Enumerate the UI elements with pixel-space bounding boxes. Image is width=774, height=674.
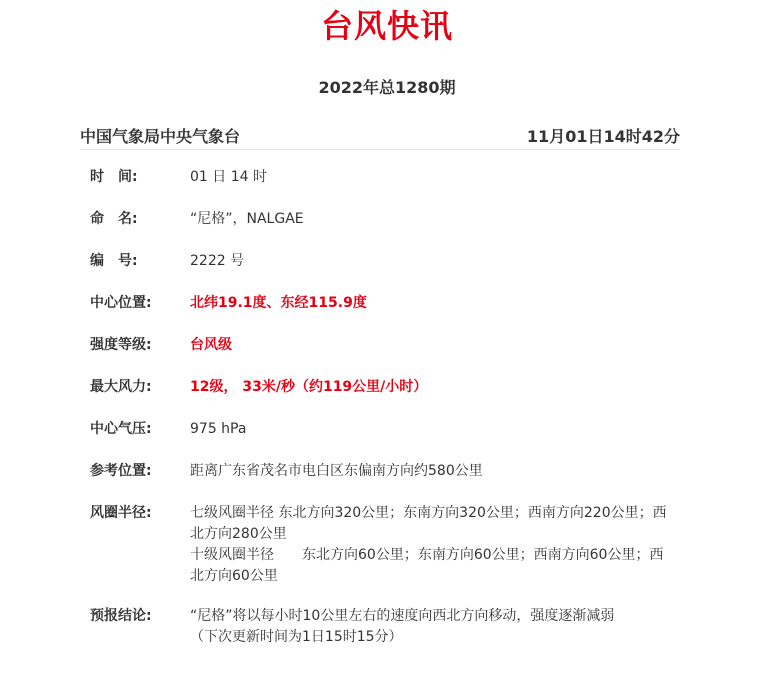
field-value xyxy=(190,606,670,648)
issue-datetime: 11月01日14时42分 xyxy=(526,126,680,146)
field-value: “尼格”，NALGAE xyxy=(190,211,304,227)
field-label: 预报结论: xyxy=(90,608,152,624)
field-value: 北纬19.1度、东经115.9度 xyxy=(190,295,367,311)
field-pressure xyxy=(90,419,690,440)
field-max-wind xyxy=(90,377,690,398)
page-title: 台风快讯 xyxy=(320,7,453,45)
field-label: 中心位置: xyxy=(90,295,152,311)
issue-number: 2022年总1280期 xyxy=(318,78,456,97)
field-label: 中心气压: xyxy=(90,421,152,437)
next-update-note: （下次更新时间为1日15时15分） xyxy=(190,629,403,645)
bulletin-header xyxy=(80,121,680,150)
field-label: 强度等级: xyxy=(90,337,152,353)
field-label: 最大风力: xyxy=(90,379,152,395)
field-value: 台风级 xyxy=(190,337,232,353)
field-value xyxy=(190,503,670,587)
field-wind-radius xyxy=(90,503,690,587)
field-reference-position xyxy=(90,461,690,482)
field-label: 命 名: xyxy=(90,211,138,227)
field-value: 01 日 14 时 xyxy=(190,169,267,185)
wind-radius-level10: 十级风圈半径 东北方向60公里；东南方向60公里；西南方向60公里；西北方向60公里 xyxy=(190,547,664,584)
field-label: 编 号: xyxy=(90,253,138,269)
field-value: 2222 号 xyxy=(190,253,245,269)
field-intensity xyxy=(90,335,690,356)
field-time xyxy=(90,167,690,188)
field-value: 975 hPa xyxy=(190,421,247,437)
agency-name: 中国气象局中央气象台 xyxy=(80,126,241,146)
field-value: 距离广东省茂名市电白区东偏南方向约580公里 xyxy=(190,463,483,479)
field-number xyxy=(90,251,690,272)
field-label: 参考位置: xyxy=(90,463,152,479)
field-label: 风圈半径: xyxy=(90,505,152,521)
wind-radius-level7: 七级风圈半径 东北方向320公里；东南方向320公里；西南方向220公里；西北方向280公里 xyxy=(190,505,667,542)
field-name xyxy=(90,209,690,230)
field-value: 12级， 33米/秒（约119公里/小时） xyxy=(190,379,428,395)
field-label: 时 间: xyxy=(90,169,138,185)
field-center-position xyxy=(90,293,690,314)
field-forecast xyxy=(90,606,690,648)
forecast-text: “尼格”将以每小时10公里左右的速度向西北方向移动，强度逐渐减弱 xyxy=(190,608,615,624)
